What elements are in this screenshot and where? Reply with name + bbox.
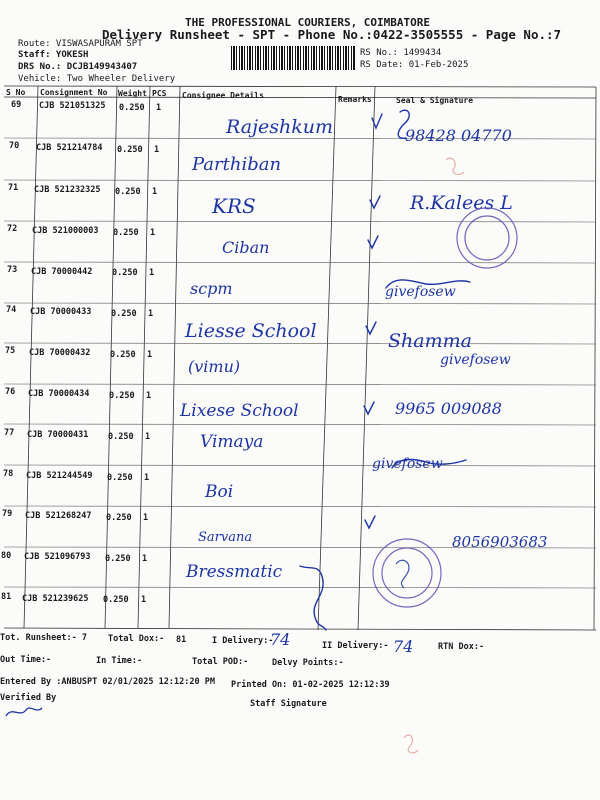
rtn-dox-label: RTN Dox:- <box>438 642 485 652</box>
signature-handwriting: 98428 04770 <box>405 126 512 145</box>
row-pcs: 1 <box>156 103 162 113</box>
row-sno: 75 <box>5 346 16 356</box>
row-weight: 0.250 <box>110 350 136 360</box>
seal-stamp <box>457 208 517 268</box>
row-pcs: 1 <box>149 268 155 278</box>
verified-signature-scribble <box>0 690 60 730</box>
consignee-handwriting: Lixese School <box>180 401 299 421</box>
row-consignment: CJB 521232325 <box>34 185 101 195</box>
col-header-weight: Weight <box>118 89 147 98</box>
row-pcs: 1 <box>152 187 158 197</box>
staff-label: Staff: YOKESH <box>18 50 89 60</box>
row-sno: 77 <box>4 428 15 438</box>
consignee-handwriting: Liesse School <box>185 320 317 342</box>
row-weight: 0.250 <box>112 268 138 278</box>
row-weight: 0.250 <box>117 145 143 155</box>
row-sno: 76 <box>5 387 16 397</box>
row-sno: 81 <box>1 592 12 602</box>
row-weight: 0.250 <box>115 187 141 197</box>
verified-by: Verified By <box>0 693 57 703</box>
row-sno: 73 <box>7 265 18 275</box>
signature-handwriting: 9965 009088 <box>395 399 502 418</box>
consignee-handwriting: Rajeshkum <box>226 116 333 138</box>
col-header-signature: Seal & Signature <box>396 96 474 105</box>
row-sno: 71 <box>8 183 19 193</box>
tot-runsheet: Tot. Runsheet:- 7 <box>0 633 87 643</box>
delvy-points-label: Delvy Points:- <box>272 658 344 668</box>
col-header-consignment: Consignment No <box>40 88 108 97</box>
row-pcs: 1 <box>146 391 152 401</box>
signature-handwriting: R.Kalees L <box>410 192 513 214</box>
consignee-handwriting: Boi <box>205 482 234 502</box>
in-time-label: In Time:- <box>96 656 143 666</box>
row-sno: 72 <box>7 224 18 234</box>
col-header-remarks: Remarks <box>338 95 372 104</box>
signature-handwriting: givefosew <box>372 456 443 472</box>
i-delivery-label: I Delivery:- <box>212 636 274 646</box>
drs-label: DRS No.: DCJB149943407 <box>18 62 138 72</box>
row-consignment: CJB 521244549 <box>26 471 93 481</box>
row-weight: 0.250 <box>103 595 129 605</box>
runsheet-title: Delivery Runsheet - SPT - Phone No.:0422-3505555 - Page No.:7 <box>102 27 562 42</box>
row-pcs: 1 <box>143 513 149 523</box>
remark-tick <box>368 236 378 248</box>
row-sno: 79 <box>2 509 13 519</box>
row-pcs: 1 <box>144 473 150 483</box>
total-dox-label: Total Dox:- <box>108 634 165 644</box>
out-time-label: Out Time:- <box>0 655 52 665</box>
row-consignment: CJB 70000431 <box>27 430 89 440</box>
consignee-handwriting: Vimaya <box>200 432 264 452</box>
row-pcs: 1 <box>141 595 147 605</box>
row-sno: 80 <box>1 551 12 561</box>
row-consignment: CJB 521051325 <box>39 101 106 111</box>
remark-tick <box>364 402 374 414</box>
row-pcs: 1 <box>147 350 153 360</box>
row-weight: 0.250 <box>119 103 145 113</box>
col-header-sno: S No <box>6 88 26 97</box>
row-consignment: CJB 70000432 <box>29 348 91 358</box>
row-weight: 0.250 <box>113 228 139 238</box>
signature-scribble <box>386 280 470 288</box>
total-dox-value: 81 <box>176 635 187 645</box>
row-sno: 69 <box>11 100 22 110</box>
printed-on: Printed On: 01-02-2025 12:12:39 <box>231 680 390 690</box>
row-weight: 0.250 <box>106 513 132 523</box>
faded-mark <box>404 735 418 753</box>
row-consignment: CJB 521000003 <box>32 226 99 236</box>
ii-delivery-handwriting: 74 <box>393 637 414 656</box>
remark-tick <box>366 322 376 334</box>
remark-tick <box>370 196 380 208</box>
rs-number: RS No.: 1499434 <box>360 48 442 58</box>
company-title: THE PROFESSIONAL COURIERS, COIMBATORE <box>185 16 431 29</box>
signature-scribble <box>392 460 466 468</box>
consignee-handwriting: Sarvana <box>198 530 253 545</box>
route-label: Route: VISWASAPURAM SPT <box>18 39 143 49</box>
entered-by: Entered By :ANBUSPT 02/01/2025 12:12:20 PM <box>0 677 215 687</box>
row-weight: 0.250 <box>105 554 131 564</box>
consignee-handwriting: Ciban <box>222 238 270 257</box>
row-sno: 74 <box>6 305 17 315</box>
row-consignment: CJB 70000442 <box>31 267 93 277</box>
row-consignment: CJB 521096793 <box>24 552 91 562</box>
signature-handwriting: givefosew <box>385 284 456 300</box>
vehicle-label: Vehicle: Two Wheeler Delivery <box>18 74 176 84</box>
signature-scribble <box>398 110 409 138</box>
remark-tick <box>365 516 375 528</box>
row-weight: 0.250 <box>107 473 133 483</box>
bracket-mark <box>300 566 326 630</box>
row-pcs: 1 <box>154 145 160 155</box>
row-sno: 70 <box>9 141 20 151</box>
col-header-pcs: PCS <box>152 89 167 98</box>
row-consignment: CJB 521268247 <box>25 511 92 521</box>
row-consignment: CJB 70000434 <box>28 389 90 399</box>
signature-handwriting: 8056903683 <box>452 533 548 551</box>
rs-date: RS Date: 01-Feb-2025 <box>360 60 469 70</box>
row-pcs: 1 <box>148 309 154 319</box>
consignee-handwriting: scpm <box>190 279 233 298</box>
staff-signature: Staff Signature <box>250 699 327 709</box>
consignee-handwriting: Parthiban <box>192 154 282 175</box>
ii-delivery-label: II Delivery:- <box>322 641 389 651</box>
row-pcs: 1 <box>150 228 156 238</box>
row-consignment: CJB 521239625 <box>22 594 89 604</box>
col-header-consignee: Consignee Details <box>182 91 264 100</box>
row-consignment: CJB 521214784 <box>36 143 103 153</box>
row-pcs: 1 <box>145 432 151 442</box>
row-sno: 78 <box>3 469 14 479</box>
faded-mark <box>446 158 464 174</box>
signature-handwriting: givefosew <box>440 352 511 368</box>
i-delivery-handwriting: 74 <box>270 630 291 649</box>
total-pod-label: Total POD:- <box>192 657 249 667</box>
consignee-handwriting: (vimu) <box>188 357 241 376</box>
consignee-handwriting: KRS <box>212 194 256 218</box>
row-pcs: 1 <box>142 554 148 564</box>
row-consignment: CJB 70000433 <box>30 307 92 317</box>
row-weight: 0.250 <box>111 309 137 319</box>
signature-handwriting: Shamma <box>388 330 472 352</box>
row-weight: 0.250 <box>108 432 134 442</box>
row-weight: 0.250 <box>109 391 135 401</box>
consignee-handwriting: Bressmatic <box>186 562 283 582</box>
remark-tick <box>372 114 382 128</box>
